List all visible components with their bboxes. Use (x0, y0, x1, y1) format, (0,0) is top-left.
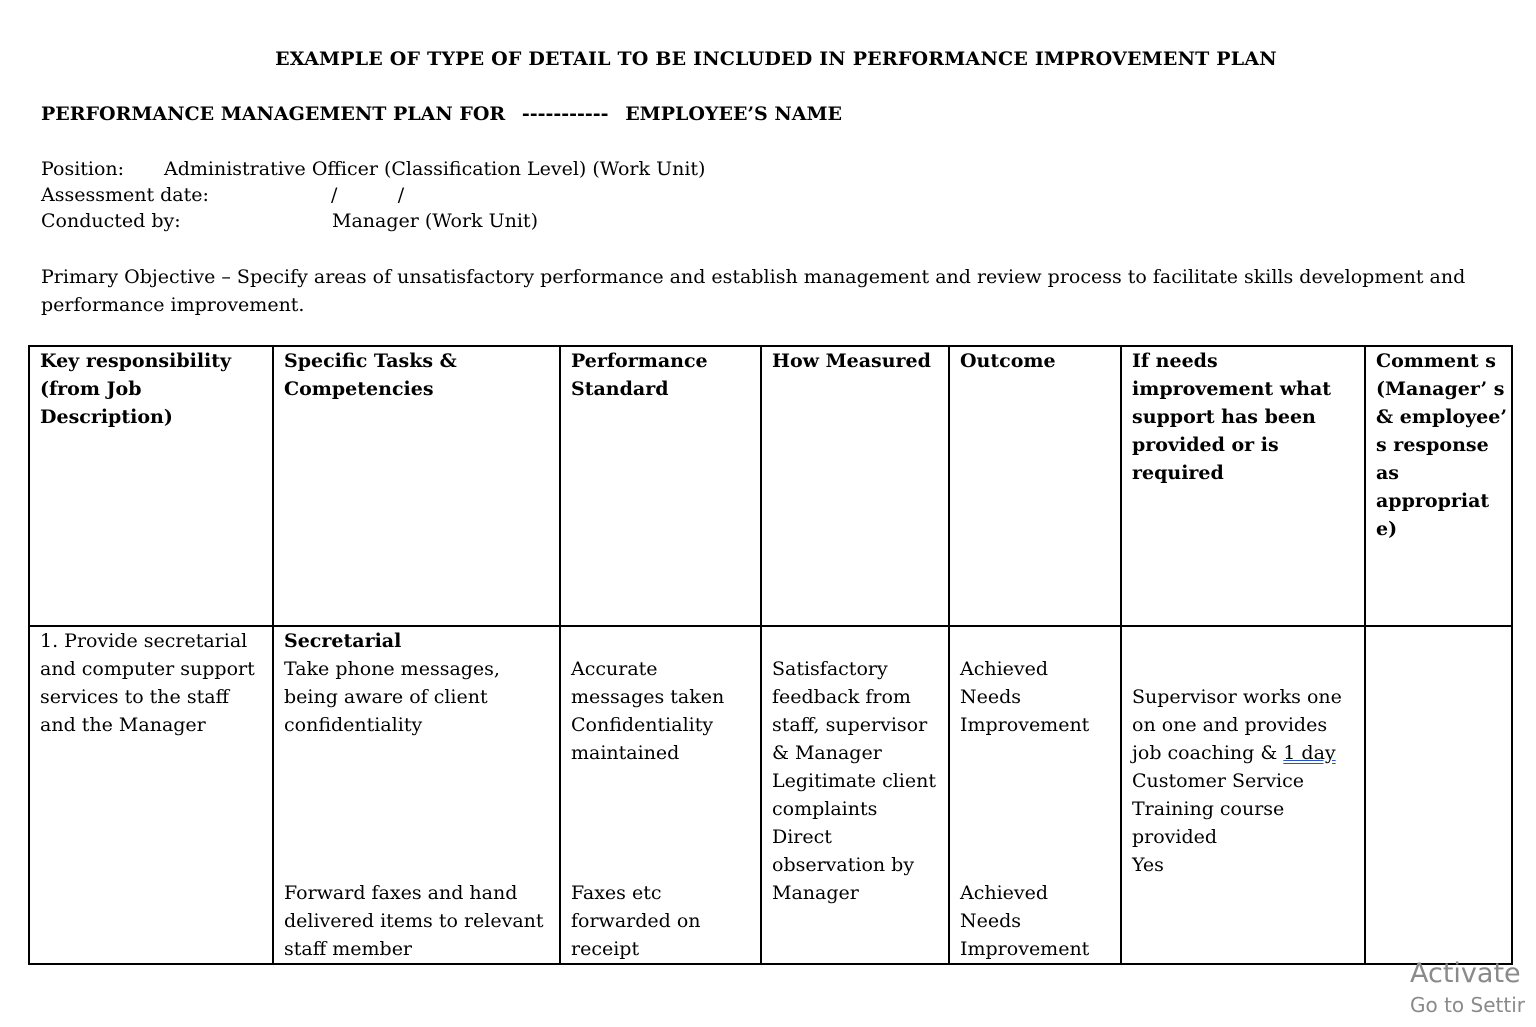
plan-for-line (41, 103, 852, 125)
measured-1: Satisfactory feedback from staff, supervisor & Manager Legitimate client complaints (772, 658, 936, 820)
plan-for-label: PERFORMANCE MANAGEMENT PLAN FOR (41, 103, 506, 125)
task-1: Take phone messages, being aware of client confidentiality (284, 658, 500, 736)
responsibility-text: 1. Provide secretarial and computer support services to the staff and the Manager (40, 630, 255, 736)
conducted-by-value: Manager (Work Unit) (332, 210, 538, 232)
task-2: Forward faxes and hand delivered items to relevant staff member (284, 882, 544, 960)
header-performance-standard: Performance Standard (560, 346, 761, 626)
employee-name-placeholder: EMPLOYEE’S NAME (625, 103, 842, 125)
table-row (29, 626, 1512, 964)
cell-comments (1365, 626, 1512, 964)
outcome-2: Achieved Needs Improvement (960, 882, 1090, 960)
measured-2: Direct observation by Manager (772, 826, 915, 904)
cell-responsibility (29, 626, 273, 964)
header-how-measured: How Measured (761, 346, 949, 626)
header-comments: Comment s (Manager’ s & employee’ s response as appropriat e) (1365, 346, 1512, 626)
table-header-row (29, 346, 1512, 626)
assessment-date-label: Assessment date: (41, 184, 209, 206)
position-line (41, 158, 706, 180)
tasks-heading: Secretarial (284, 630, 402, 652)
position-value: Administrative Officer (Classification Level) (Work Unit) (164, 158, 706, 180)
cell-support (1121, 626, 1365, 964)
watermark-line-1: Activate (1410, 958, 1521, 989)
assessment-date-value: / / (331, 184, 405, 206)
conducted-by-label: Conducted by: (41, 210, 181, 232)
plan-for-dashes: ----------- (521, 103, 609, 125)
position-label: Position: (41, 158, 125, 180)
outcome-1: Achieved Needs Improvement (960, 658, 1090, 736)
support-yes: Yes (1132, 854, 1164, 876)
header-outcome: Outcome (949, 346, 1121, 626)
conducted-by-line (41, 210, 538, 232)
performance-plan-table (28, 345, 1513, 965)
cell-standard (560, 626, 761, 964)
support-part-c: Customer Service Training course provided (1132, 770, 1305, 848)
assessment-date-line (41, 184, 405, 206)
header-specific-tasks: Specific Tasks & Competencies (273, 346, 560, 626)
primary-objective: Primary Objective – Specify areas of unsatisfactory performance and establish management and review process to facilitate skills development and performance improvement. (41, 266, 1466, 316)
header-support: If needs improvement what support has been provided or is required (1121, 346, 1365, 626)
support-text (1132, 683, 1356, 851)
standard-1: Accurate messages taken Confidentiality maintained (571, 658, 725, 764)
document-title: EXAMPLE OF TYPE OF DETAIL TO BE INCLUDED IN PERFORMANCE IMPROVEMENT PLAN (275, 48, 1277, 70)
support-part-a: Supervisor works one on one and provides job coaching & (1132, 686, 1342, 764)
support-part-b: 1 day (1283, 742, 1336, 764)
header-key-responsibility: Key responsibility (from Job Description) (29, 346, 273, 626)
cell-measured (761, 626, 949, 964)
cell-tasks (273, 626, 560, 964)
activation-watermark (1410, 958, 1525, 1017)
standard-2: Faxes etc forwarded on receipt (571, 882, 701, 960)
cell-outcome (949, 626, 1121, 964)
watermark-line-2: Go to Settir (1410, 993, 1525, 1017)
